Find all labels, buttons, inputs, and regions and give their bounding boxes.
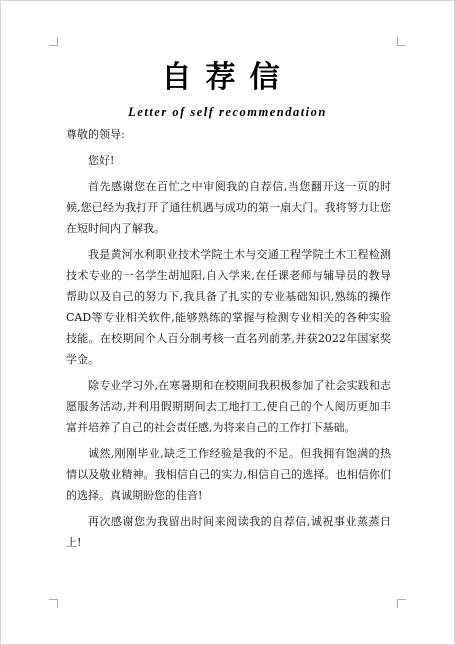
paragraph-activities: 除专业学习外,在寒暑期和在校期间我积极参加了社会实践和志愿服务活动,并利用假期期间去工地打工,使自己的个人阅历更加丰富并培养了自己的社会责任感,为将来自己的工作打下基础。	[66, 379, 391, 434]
letter-body	[66, 124, 391, 558]
greeting: 您好!	[88, 154, 115, 167]
margin-corner-mark	[397, 37, 406, 46]
document-title: 自荐信	[161, 60, 294, 95]
paragraph-education: 我是黄河水利职业技术学院土木与交通工程学院土木工程检测技术专业的一名学生胡旭阳,自入学来,在任课老师与辅导员的教导帮助以及自己的努力下,我具备了扎实的专业基础知识,熟练的操作CAD等专业相关软件,能够熟练的掌握与检测专业相关的各种实验技能。在校期间个人百分制考核一直名列前茅,并获2022年国家奖学金。	[66, 248, 391, 366]
paragraph-closing: 再次感谢您为我留出时间来阅读我的自荐信,诚祝事业蒸蒸日上!	[66, 515, 391, 549]
paragraph-commitment: 诚然,刚刚毕业,缺乏工作经验是我的不足。但我拥有饱满的热情以及敬业精神。我相信自己的实力,相信自己的选择。也相信你们的选择。真诚期盼您的佳音!	[66, 447, 391, 502]
margin-corner-mark	[49, 599, 58, 608]
margin-corner-mark	[397, 599, 406, 608]
salutation: 尊敬的领导:	[66, 128, 125, 141]
margin-corner-mark	[49, 37, 58, 46]
document-subtitle: Letter of self recommendation	[128, 105, 327, 119]
paragraph-intro: 首先感谢您在百忙之中审阅我的自荐信,当您翻开这一页的时候,您已经为我打开了通往机遇与成功的第一扇大门。我将努力让您在短时间内了解我。	[66, 180, 391, 235]
